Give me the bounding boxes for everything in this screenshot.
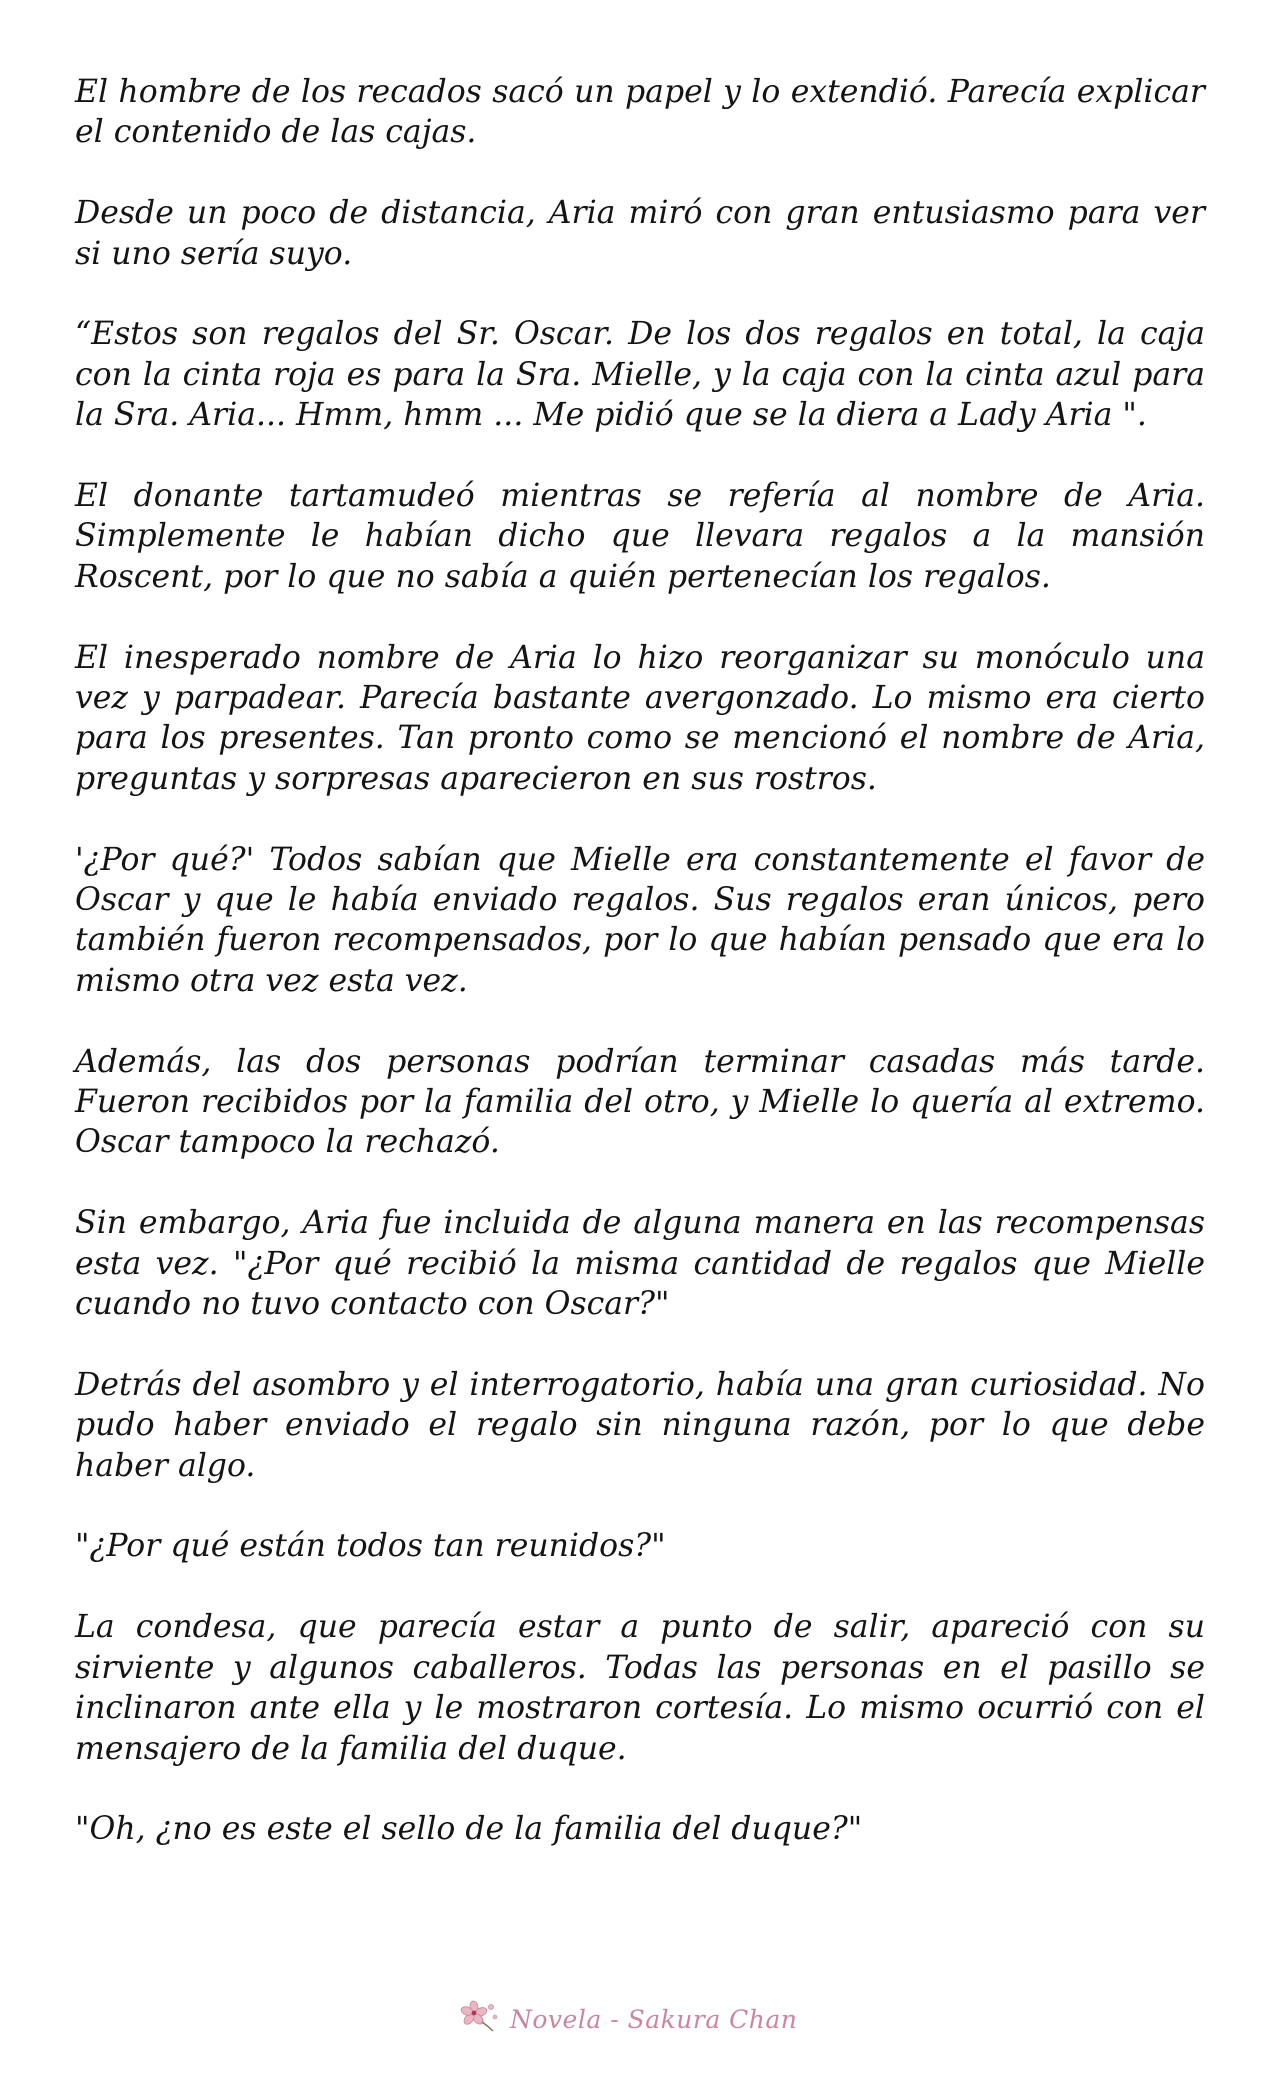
paragraph-5: El inesperado nombre de Aria lo hizo reorganizar su monóculo una vez y parpadear. Parecía bastante avergonzado. Lo mismo era cierto para los presentes. Tan pronto como se mencionó el nombre de Aria, preguntas y sorpresas aparecieron en sus rostros. — [75, 639, 1205, 797]
document-body — [75, 72, 1205, 1890]
paragraph-4: El donante tartamudeó mientras se refería al nombre de Aria. Simplemente le habían dicho que llevara regalos a la mansión Roscent, por lo que no sabía a quién pertenecían los regalos. — [75, 478, 1205, 595]
watermark-text: Novela - Sakura Chan — [510, 2004, 798, 2034]
paragraph-8: Sin embargo, Aria fue incluida de alguna manera en las recompensas esta vez. "¿Por qué recibió la misma cantidad de regalos que Mielle cuando no tuvo contacto con Oscar?" — [75, 1205, 1205, 1323]
paragraph-11: La condesa, que parecía estar a punto de salir, apareció con su sirviente y algunos caballeros. Todas las personas en el pasillo se inclinaron ante ella y le mostraron cortesía. Lo mismo ocurrió con el mensajero de la familia del duque. — [75, 1609, 1205, 1767]
paragraph-6: '¿Por qué?' Todos sabían que Mielle era constantemente el favor de Oscar y que le había enviado regalos. Sus regalos eran únicos, pero también fueron recompensados, por lo que habían pensado que era lo mismo otra vez esta vez. — [75, 841, 1205, 999]
paragraph-10: "¿Por qué están todos tan reunidos?" — [75, 1528, 666, 1565]
paragraph-9: Detrás del asombro y el interrogatorio, había una gran curiosidad. No pudo haber enviado el regalo sin ninguna razón, por lo que debe haber algo. — [75, 1366, 1205, 1484]
watermark — [460, 1996, 840, 2042]
paragraph-2: Desde un poco de distancia, Aria miró con gran entusiasmo para ver si uno sería suyo. — [75, 195, 1205, 272]
paragraph-1: El hombre de los recados sacó un papel y lo extendió. Parecía explicar el contenido de las cajas. — [75, 74, 1205, 151]
paragraph-7: Además, las dos personas podrían terminar casadas más tarde. Fueron recibidos por la familia del otro, y Mielle lo quería al extremo. Oscar tampoco la rechazó. — [75, 1043, 1205, 1161]
paragraph-3: “Estos son regalos del Sr. Oscar. De los dos regalos en total, la caja con la cinta roja es para la Sra. Mielle, y la caja con la cinta azul para la Sra. Aria... Hmm, hmm ... Me pidió que se la diera a Lady Aria ". — [75, 316, 1205, 434]
sakura-blossom-icon — [460, 1998, 500, 2041]
paragraph-12: "Oh, ¿no es este el sello de la familia del duque?" — [75, 1811, 863, 1848]
